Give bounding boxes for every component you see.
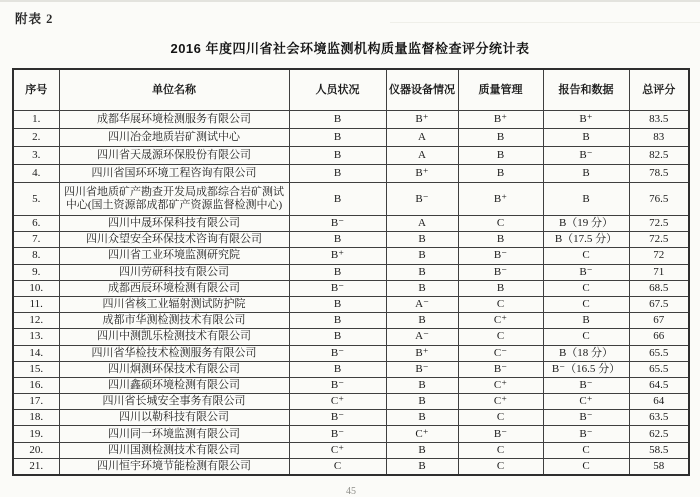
- personnel-grade-cell: B⁻: [289, 410, 386, 426]
- report-grade-cell: B（19 分）: [543, 216, 629, 232]
- column-header-3: 仪器设备情况: [386, 69, 458, 111]
- equipment-grade-cell: B⁻: [386, 361, 458, 377]
- table-row: [13, 313, 689, 329]
- row-number-cell: 19.: [13, 426, 59, 442]
- quality-grade-cell: B: [458, 147, 543, 165]
- score-table: [12, 68, 690, 476]
- unit-name-cell: 四川中测凯乐检测技术有限公司: [59, 329, 289, 345]
- total-score-cell: 67.5: [629, 296, 689, 312]
- report-grade-cell: B（18 分）: [543, 345, 629, 361]
- personnel-grade-cell: B: [289, 296, 386, 312]
- personnel-grade-cell: B⁻: [289, 216, 386, 232]
- report-grade-cell: C: [543, 329, 629, 345]
- column-header-6: 总评分: [629, 69, 689, 111]
- total-score-cell: 72.5: [629, 232, 689, 248]
- scan-artifact-faint-line: [390, 22, 700, 23]
- unit-name-cell: 四川省地质矿产勘查开发局成都综合岩矿测试中心(国土资源部成都矿产资源监督检测中心): [59, 183, 289, 216]
- personnel-grade-cell: B: [289, 111, 386, 129]
- column-header-4: 质量管理: [458, 69, 543, 111]
- unit-name-cell: 四川省天晟源环保股份有限公司: [59, 147, 289, 165]
- total-score-cell: 83.5: [629, 111, 689, 129]
- quality-grade-cell: C⁺: [458, 313, 543, 329]
- row-number-cell: 12.: [13, 313, 59, 329]
- equipment-grade-cell: A⁻: [386, 296, 458, 312]
- quality-grade-cell: C: [458, 216, 543, 232]
- total-score-cell: 83: [629, 129, 689, 147]
- table-row: [13, 410, 689, 426]
- table-header: [13, 69, 689, 111]
- personnel-grade-cell: B: [289, 329, 386, 345]
- report-grade-cell: C: [543, 458, 629, 474]
- unit-name-cell: 四川众望安全环保技术咨询有限公司: [59, 232, 289, 248]
- column-header-1: 单位名称: [59, 69, 289, 111]
- equipment-grade-cell: B: [386, 248, 458, 264]
- row-number-cell: 21.: [13, 458, 59, 474]
- quality-grade-cell: B: [458, 165, 543, 183]
- total-score-cell: 65.5: [629, 345, 689, 361]
- table-row: [13, 248, 689, 264]
- report-grade-cell: C: [543, 296, 629, 312]
- total-score-cell: 65.5: [629, 361, 689, 377]
- document-title: 2016 年度四川省社会环境监测机构质量监督检查评分统计表: [170, 41, 530, 56]
- table-row: [13, 377, 689, 393]
- table-row: [13, 361, 689, 377]
- equipment-grade-cell: B⁺: [386, 111, 458, 129]
- quality-grade-cell: B: [458, 232, 543, 248]
- personnel-grade-cell: C⁺: [289, 394, 386, 410]
- scan-artifact-top-line: [0, 0, 700, 2]
- total-score-cell: 71: [629, 264, 689, 280]
- total-score-cell: 67: [629, 313, 689, 329]
- quality-grade-cell: B⁻: [458, 426, 543, 442]
- annex-label: 附表 2: [15, 12, 54, 26]
- personnel-grade-cell: C⁺: [289, 442, 386, 458]
- unit-name-cell: 四川省核工业辐射测试防护院: [59, 296, 289, 312]
- equipment-grade-cell: B⁺: [386, 165, 458, 183]
- unit-name-cell: 四川恒宇环境节能检测有限公司: [59, 458, 289, 474]
- quality-grade-cell: C⁺: [458, 394, 543, 410]
- row-number-cell: 15.: [13, 361, 59, 377]
- header-row: [13, 69, 689, 111]
- row-number-cell: 11.: [13, 296, 59, 312]
- row-number-cell: 2.: [13, 129, 59, 147]
- quality-grade-cell: B⁺: [458, 111, 543, 129]
- total-score-cell: 58.5: [629, 442, 689, 458]
- report-grade-cell: B: [543, 183, 629, 216]
- quality-grade-cell: C⁻: [458, 345, 543, 361]
- equipment-grade-cell: B: [386, 313, 458, 329]
- unit-name-cell: 四川冶金地质岩矿测试中心: [59, 129, 289, 147]
- report-grade-cell: B⁻（16.5 分）: [543, 361, 629, 377]
- personnel-grade-cell: B: [289, 264, 386, 280]
- report-grade-cell: B（17.5 分）: [543, 232, 629, 248]
- row-number-cell: 18.: [13, 410, 59, 426]
- table-row: [13, 296, 689, 312]
- table-row: [13, 111, 689, 129]
- unit-name-cell: 四川以勒科技有限公司: [59, 410, 289, 426]
- row-number-cell: 3.: [13, 147, 59, 165]
- report-grade-cell: C: [543, 248, 629, 264]
- report-grade-cell: C: [543, 442, 629, 458]
- equipment-grade-cell: B: [386, 377, 458, 393]
- table-row: [13, 280, 689, 296]
- total-score-cell: 76.5: [629, 183, 689, 216]
- quality-grade-cell: B⁺: [458, 183, 543, 216]
- personnel-grade-cell: B: [289, 129, 386, 147]
- column-header-0: 序号: [13, 69, 59, 111]
- column-header-5: 报告和数据: [543, 69, 629, 111]
- report-grade-cell: B: [543, 165, 629, 183]
- page-number: 45: [346, 486, 356, 497]
- table-row: [13, 232, 689, 248]
- quality-grade-cell: C: [458, 442, 543, 458]
- equipment-grade-cell: A: [386, 129, 458, 147]
- report-grade-cell: B⁻: [543, 426, 629, 442]
- total-score-cell: 64.5: [629, 377, 689, 393]
- row-number-cell: 1.: [13, 111, 59, 129]
- total-score-cell: 72.5: [629, 216, 689, 232]
- equipment-grade-cell: B: [386, 394, 458, 410]
- row-number-cell: 6.: [13, 216, 59, 232]
- personnel-grade-cell: B: [289, 165, 386, 183]
- equipment-grade-cell: A⁻: [386, 329, 458, 345]
- personnel-grade-cell: B⁻: [289, 345, 386, 361]
- equipment-grade-cell: A: [386, 147, 458, 165]
- total-score-cell: 68.5: [629, 280, 689, 296]
- equipment-grade-cell: A: [386, 216, 458, 232]
- personnel-grade-cell: C: [289, 458, 386, 474]
- report-grade-cell: B⁻: [543, 147, 629, 165]
- row-number-cell: 13.: [13, 329, 59, 345]
- row-number-cell: 5.: [13, 183, 59, 216]
- equipment-grade-cell: B: [386, 280, 458, 296]
- report-grade-cell: B⁻: [543, 264, 629, 280]
- personnel-grade-cell: B: [289, 232, 386, 248]
- table-row: [13, 345, 689, 361]
- quality-grade-cell: B⁻: [458, 248, 543, 264]
- table-row: [13, 216, 689, 232]
- personnel-grade-cell: B⁺: [289, 248, 386, 264]
- equipment-grade-cell: B⁻: [386, 183, 458, 216]
- row-number-cell: 14.: [13, 345, 59, 361]
- report-grade-cell: B: [543, 313, 629, 329]
- equipment-grade-cell: B: [386, 410, 458, 426]
- row-number-cell: 16.: [13, 377, 59, 393]
- total-score-cell: 66: [629, 329, 689, 345]
- table-row: [13, 426, 689, 442]
- row-number-cell: 8.: [13, 248, 59, 264]
- unit-name-cell: 四川劳研科技有限公司: [59, 264, 289, 280]
- table-row: [13, 329, 689, 345]
- report-grade-cell: B: [543, 129, 629, 147]
- quality-grade-cell: C⁺: [458, 377, 543, 393]
- quality-grade-cell: C: [458, 296, 543, 312]
- quality-grade-cell: B: [458, 280, 543, 296]
- row-number-cell: 9.: [13, 264, 59, 280]
- equipment-grade-cell: B: [386, 232, 458, 248]
- quality-grade-cell: B⁻: [458, 264, 543, 280]
- report-grade-cell: C: [543, 280, 629, 296]
- unit-name-cell: 成都西辰环境检测有限公司: [59, 280, 289, 296]
- quality-grade-cell: B: [458, 129, 543, 147]
- total-score-cell: 78.5: [629, 165, 689, 183]
- table-row: [13, 442, 689, 458]
- unit-name-cell: 成都市华测检测技术有限公司: [59, 313, 289, 329]
- report-grade-cell: B⁻: [543, 377, 629, 393]
- equipment-grade-cell: B: [386, 442, 458, 458]
- personnel-grade-cell: B⁻: [289, 377, 386, 393]
- equipment-grade-cell: C⁺: [386, 426, 458, 442]
- column-header-2: 人员状况: [289, 69, 386, 111]
- personnel-grade-cell: B: [289, 361, 386, 377]
- unit-name-cell: 四川同一环境监测有限公司: [59, 426, 289, 442]
- total-score-cell: 82.5: [629, 147, 689, 165]
- table-row: [13, 147, 689, 165]
- report-grade-cell: B⁺: [543, 111, 629, 129]
- row-number-cell: 17.: [13, 394, 59, 410]
- personnel-grade-cell: B: [289, 183, 386, 216]
- personnel-grade-cell: B⁻: [289, 280, 386, 296]
- personnel-grade-cell: B: [289, 147, 386, 165]
- quality-grade-cell: C: [458, 458, 543, 474]
- report-grade-cell: B⁻: [543, 410, 629, 426]
- equipment-grade-cell: B: [386, 264, 458, 280]
- table-body: [13, 111, 689, 475]
- unit-name-cell: 四川炯测环保技术有限公司: [59, 361, 289, 377]
- personnel-grade-cell: B: [289, 313, 386, 329]
- report-grade-cell: C⁺: [543, 394, 629, 410]
- table-row: [13, 458, 689, 474]
- table-row: [13, 394, 689, 410]
- unit-name-cell: 四川省长城安全事务有限公司: [59, 394, 289, 410]
- table-row: [13, 264, 689, 280]
- row-number-cell: 4.: [13, 165, 59, 183]
- unit-name-cell: 四川省国环环境工程咨询有限公司: [59, 165, 289, 183]
- table-row: [13, 183, 689, 216]
- unit-name-cell: 四川中晟环保科技有限公司: [59, 216, 289, 232]
- unit-name-cell: 四川国测检测技术有限公司: [59, 442, 289, 458]
- row-number-cell: 10.: [13, 280, 59, 296]
- total-score-cell: 72: [629, 248, 689, 264]
- quality-grade-cell: B⁻: [458, 361, 543, 377]
- unit-name-cell: 四川省华检技术检测服务有限公司: [59, 345, 289, 361]
- table-row: [13, 165, 689, 183]
- quality-grade-cell: C: [458, 329, 543, 345]
- row-number-cell: 7.: [13, 232, 59, 248]
- personnel-grade-cell: B⁻: [289, 426, 386, 442]
- row-number-cell: 20.: [13, 442, 59, 458]
- equipment-grade-cell: B: [386, 458, 458, 474]
- quality-grade-cell: C: [458, 410, 543, 426]
- unit-name-cell: 成都华展环境检测服务有限公司: [59, 111, 289, 129]
- unit-name-cell: 四川鑫硕环境检测有限公司: [59, 377, 289, 393]
- total-score-cell: 58: [629, 458, 689, 474]
- total-score-cell: 64: [629, 394, 689, 410]
- table-row: [13, 129, 689, 147]
- total-score-cell: 62.5: [629, 426, 689, 442]
- equipment-grade-cell: B⁺: [386, 345, 458, 361]
- unit-name-cell: 四川省工业环境监测研究院: [59, 248, 289, 264]
- total-score-cell: 63.5: [629, 410, 689, 426]
